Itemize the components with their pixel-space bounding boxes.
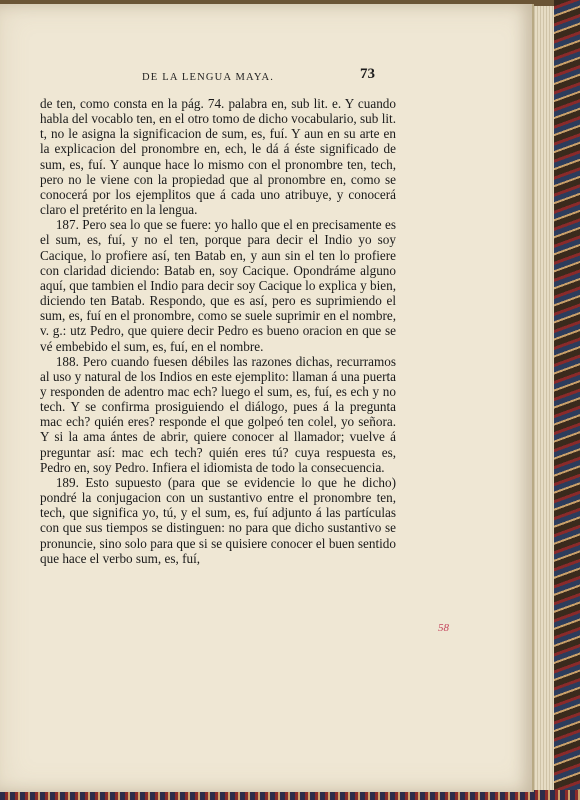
paragraph-188: 188. Pero cuando fuesen débiles las razones dichas, recurramos al uso y natural de los Indios en este ejemplito: llaman á una puerta y responden de adentro mac ech? luego el sum, es, fuí, es ech y no tech. Y se confirma prosiguiendo el diálogo, pues á la pregunta mac ech? quién eres? responde el que golpeó ten colel, yo señora. Y si la ama ántes de abrir, quiere conocer al llamador; vuelve á preguntar así: mac ech tech? quién eres tú? cuya respuesta es, Pedro en, soy Pedro. Infiera el idiomista de todo la consecuencia. (40, 353, 396, 475)
book-page (0, 4, 534, 792)
page-gutter (532, 4, 534, 792)
paragraph-189: 189. Esto supuesto (para que se evidencie lo que he dicho) pondré la conjugacion con un sustantivo entre el pronombre ten, tech, que significa yo, tú, y el sum, es, fuí adjunto á las partículas con que sus tiempos se distinguen: no para que dicho sustantivo se pronuncie, sino solo para que si se quisiere conocer el buen sentido que hace el verbo sum, es, fuí, (40, 474, 396, 566)
paragraph-continuation: de ten, como consta en la pág. 74. palabra en, sub lit. e. Y cuando habla del vocablo ten, en el otro tomo de dicho vocabulario, sub lit. t, no le asigna la significacion de sum, es, fuí. Y aun en su arte en la explicacion del pronombre en, ech, le dá á éste significado de sum, es, fuí. Y aunque hace lo mismo con el pronombre ten, tech, pero no le viene con la propiedad que al pronombre en, como se conocerá por los ejemplitos que á cada uno atribuye, y conocerá claro el pretérito en la lengua. (40, 96, 396, 218)
page-number: 73 (360, 66, 375, 82)
body-text (40, 96, 396, 566)
running-head: DE LA LENGUA MAYA. (142, 72, 275, 83)
marbled-endpaper (554, 0, 580, 800)
margin-annotation: 58 (438, 622, 449, 634)
paragraph-187: 187. Pero sea lo que se fuere: yo hallo que el en precisamente es el sum, es, fuí, y no el ten, porque para decir el Indio yo soy Cacique, lo profiere así, ten Batab en, y aun sin el ten lo profiere con claridad diciendo: Batab en, soy Cacique. Opondráme alguno aquí, que tambien el Indio para decir soy Cacique lo explica y bien, diciendo ten Batab. Respondo, que es así, pero es suprimiendo el sum, es, fuí en el pronombre, como se suele suprimir en el nombre, v. g.: utz Pedro, que quiere decir Pedro es bueno oracion en que se vé embebido el sum, es, fuí, en el nombre. (40, 217, 396, 354)
page-header (40, 66, 380, 86)
